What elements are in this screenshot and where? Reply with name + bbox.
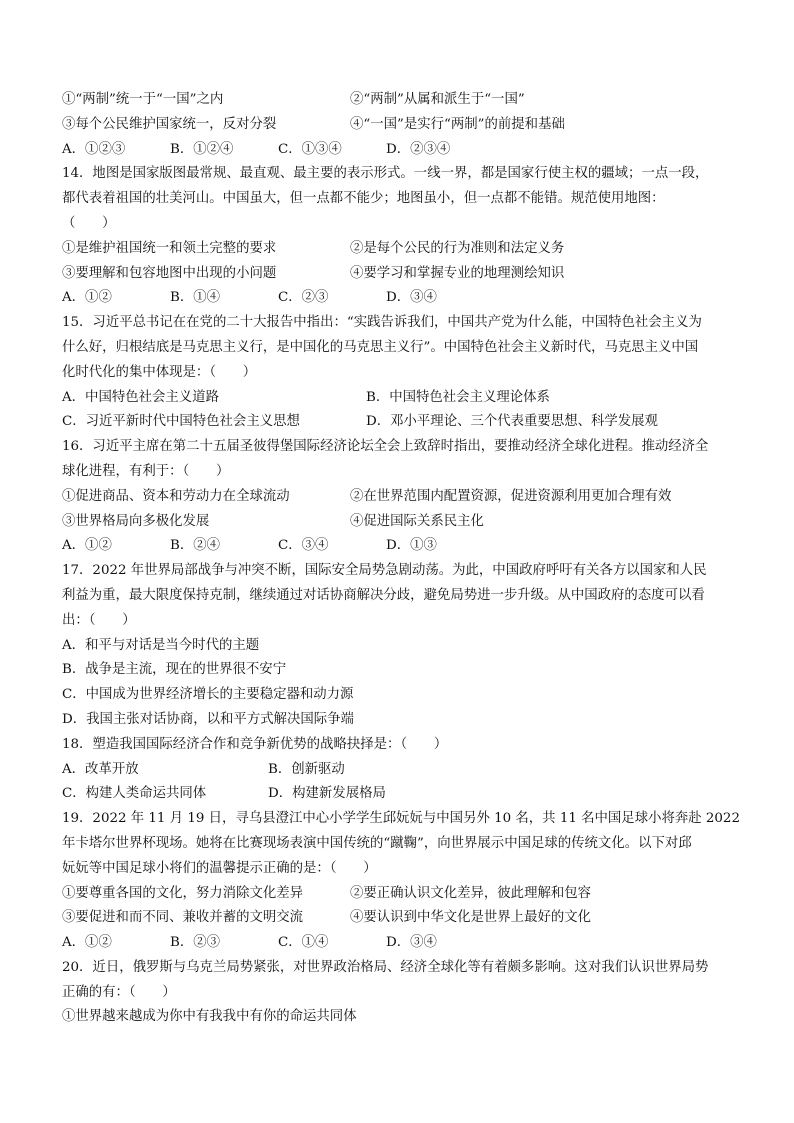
q15-option-c[interactable]: C．习近平新时代中国特色社会主义思想: [62, 414, 300, 430]
q16-option-a[interactable]: A．①②: [62, 538, 112, 554]
q13-option-d[interactable]: D．②③④: [386, 141, 451, 157]
q18-option-a[interactable]: A．改革开放: [62, 761, 139, 777]
q17-stem-line-3: 出：（ ）: [62, 612, 136, 628]
q13-options: [62, 138, 742, 163]
q16-option-c[interactable]: C．③④: [278, 538, 329, 554]
q19-statements-row-1: [62, 882, 742, 907]
q14-statement-1: ①是维护祖国统一和领土完整的要求: [62, 240, 277, 256]
q14-stem-line-2: 都代表着祖国的壮美河山。中国虽大，但一点都不能少；地图虽小，但一点都不能错。规范使用地图：: [62, 191, 665, 207]
q16-statements-row-1: [62, 485, 742, 510]
q14-option-d[interactable]: D．③④: [386, 290, 437, 306]
q14-stem-line-3: （ ）: [62, 215, 116, 231]
q14-statement-4: ④要学习和掌握专业的地理测绘知识: [350, 265, 565, 281]
q18-option-c[interactable]: C．构建人类命运共同体: [62, 786, 207, 802]
q15-options-row-1: [62, 386, 742, 411]
q16-statement-4: ④促进国际关系民主化: [350, 513, 484, 529]
q17-option-b[interactable]: B．战争是主流，现在的世界很不安宁: [62, 662, 287, 678]
exam-page: [62, 88, 742, 1030]
q20-stem-line-1: 20．近日，俄罗斯与乌克兰局势紧张，对世界政治格局、经济全球化等有着颇多影响。这对我们认识世界局势: [62, 959, 709, 975]
q19-option-a[interactable]: A．①②: [62, 935, 112, 951]
q14-statement-3: ③要理解和包容地图中出现的小问题: [62, 265, 277, 281]
q18-options-row-1: [62, 758, 742, 783]
q15-option-b[interactable]: B．中国特色社会主义理论体系: [366, 389, 550, 405]
q13-option-a[interactable]: A．①②③: [62, 141, 126, 157]
q13-statement-4: ④“一国”是实行“两制”的前提和基础: [350, 116, 565, 132]
q13-statements-row-1: [62, 88, 742, 113]
q13-option-b[interactable]: B．①②④: [170, 141, 234, 157]
q14-statement-2: ②是每个公民的行为准则和法定义务: [350, 240, 565, 256]
q16-stem-line-2: 球化进程，有利于：（ ）: [62, 463, 230, 479]
q15-options-row-2: [62, 410, 742, 435]
q18-stem-line-1: 18．塑造我国国际经济合作和竞争新优势的战略抉择是：（ ）: [62, 736, 448, 752]
q19-option-d[interactable]: D．③④: [386, 935, 437, 951]
q16-options: [62, 534, 742, 559]
q16-statement-1: ①促进商品、资本和劳动力在全球流动: [62, 488, 290, 504]
q13-statements-row-2: [62, 113, 742, 138]
q17-stem-line-2: 利益为重，最大限度保持克制，继续通过对话协商解决分歧，避免局势进一步升级。从中国政府的态度可以看: [62, 587, 705, 603]
q19-options: [62, 931, 742, 956]
q17-option-c[interactable]: C．中国成为世界经济增长的主要稳定器和动力源: [62, 687, 354, 703]
q15-stem-line-1: 15．习近平总书记在在党的二十大报告中指出：“实践告诉我们，中国共产党为什么能，中国特色社会主义为: [62, 315, 702, 331]
q16-option-b[interactable]: B．②④: [170, 538, 221, 554]
q16-statement-2: ②在世界范围内配置资源，促进资源利用更加合理有效: [350, 488, 672, 504]
q19-statement-1: ①要尊重各国的文化，努力消除文化差异: [62, 885, 304, 901]
q19-stem-line-3: 妧妧等中国足球小将们的温馨提示正确的是：（ ）: [62, 860, 377, 876]
q14-statements-row-1: [62, 237, 742, 262]
q13-statement-1: ①“两制”统一于“一国”之内: [62, 92, 224, 107]
q20-statement-1: ①世界越来越成为你中有我我中有你的命运共同体: [62, 1009, 357, 1025]
q19-statements-row-2: [62, 906, 742, 931]
q14-option-c[interactable]: C．②③: [278, 290, 329, 306]
q20-stem-line-2: 正确的有：（ ）: [62, 984, 176, 1000]
q16-stem-line-1: 16．习近平主席在第二十五届圣彼得堡国际经济论坛全会上致辞时指出，要推动经济全球化进程。推动经济全: [62, 439, 709, 455]
q15-stem-line-2: 什么好，归根结底是马克思主义行，是中国化的马克思主义行”。中国特色社会主义新时代，马克思主义中国: [62, 339, 699, 355]
q17-option-a[interactable]: A．和平与对话是当今时代的主题: [62, 637, 260, 653]
q19-option-c[interactable]: C．①④: [278, 935, 329, 951]
q18-option-d[interactable]: D．构建新发展格局: [268, 786, 386, 802]
q14-option-a[interactable]: A．①②: [62, 290, 112, 306]
q13-option-c[interactable]: C．①③④: [278, 141, 342, 157]
q19-statement-3: ③要促进和而不同、兼收并蓄的文明交流: [62, 910, 304, 926]
q13-statement-2: ②“两制”从属和派生于“一国”: [350, 92, 525, 107]
q19-stem-line-2: 年卡塔尔世界杯现场。她将在比赛现场表演中国传统的“蹴鞠”，向世界展示中国足球的传统文化。以下对邱: [62, 835, 692, 851]
q17-option-d[interactable]: D．我国主张对话协商，以和平方式解决国际争端: [62, 711, 354, 727]
q16-statement-3: ③世界格局向多极化发展: [62, 513, 210, 529]
q18-options-row-2: [62, 782, 742, 807]
q18-option-b[interactable]: B．创新驱动: [268, 761, 345, 777]
q14-options: [62, 286, 742, 311]
q14-stem-line-1: 14．地图是国家版图最常规、最直观、最主要的表示形式。一线一界，都是国家行使主权的疆域；一点一段，: [62, 166, 709, 182]
q13-statement-3: ③每个公民维护国家统一，反对分裂: [62, 116, 277, 132]
q16-statements-row-2: [62, 510, 742, 535]
q14-statements-row-2: [62, 262, 742, 287]
q17-stem-line-1: 17．2022 年世界局部战争与冲突不断，国际安全局势急剧动荡。为此，中国政府呼吁有关各方以国家和人民: [62, 563, 707, 579]
q19-statement-4: ④要认识到中华文化是世界上最好的文化: [350, 910, 592, 926]
q19-stem-line-1: 19．2022 年 11 月 19 日，寻乌县澄江中心小学学生邱妧妧与中国另外 10 名，共 11 名中国足球小将奔赴 2022: [62, 811, 740, 827]
q14-option-b[interactable]: B．①④: [170, 290, 221, 306]
q16-option-d[interactable]: D．①③: [386, 538, 437, 554]
q15-option-a[interactable]: A．中国特色社会主义道路: [62, 389, 219, 405]
q15-stem-line-3: 化时代化的集中体现是：（ ）: [62, 364, 257, 380]
q19-option-b[interactable]: B．②③: [170, 935, 221, 951]
q19-statement-2: ②要正确认识文化差异，彼此理解和包容: [350, 885, 592, 901]
q15-option-d[interactable]: D．邓小平理论、三个代表重要思想、科学发展观: [366, 414, 658, 430]
